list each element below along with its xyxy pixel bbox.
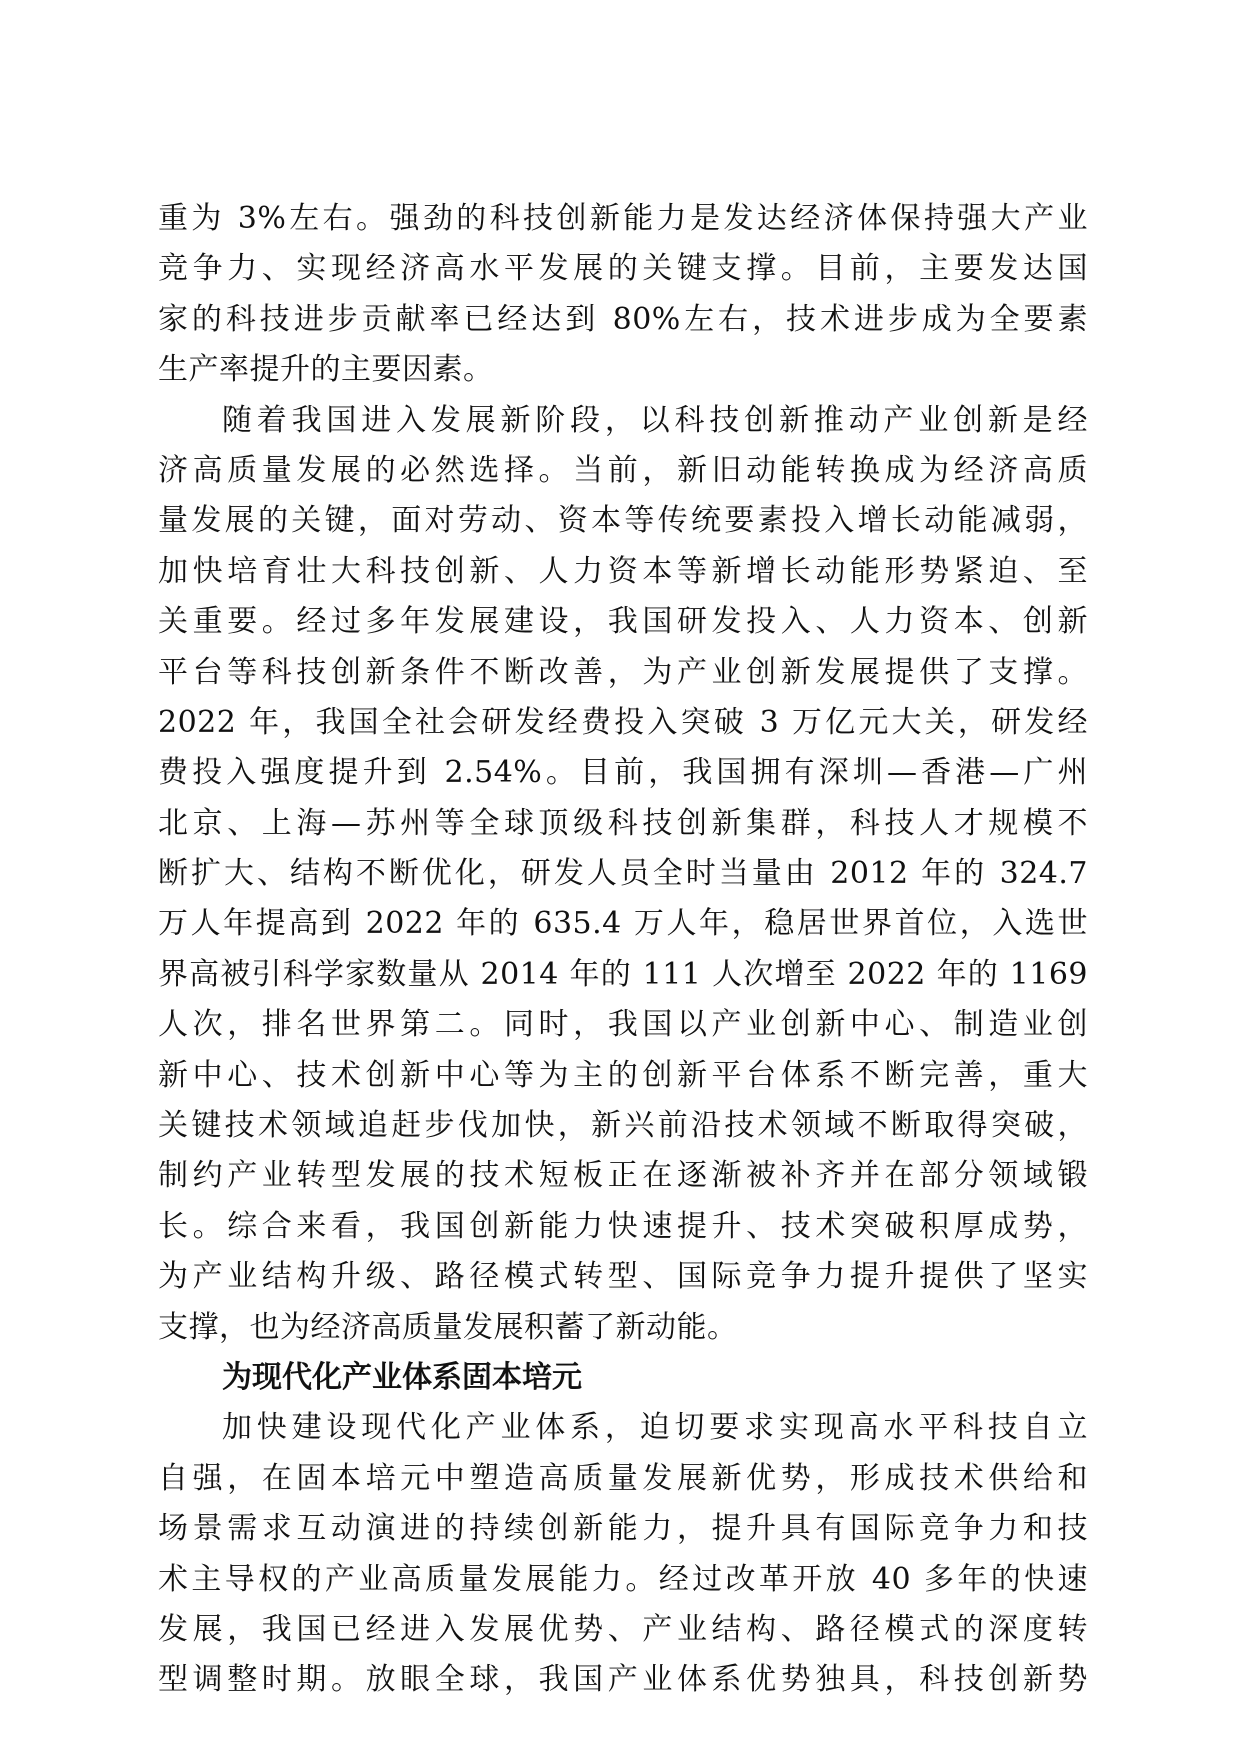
text-line: 型调整时期。放眼全球，我国产业体系优势独具，科技创新势 <box>158 1662 1088 1698</box>
text-line: 随着我国进入发展新阶段，以科技创新推动产业创新是经 <box>222 402 1088 438</box>
text-line: 万人年提高到 2022 年的 635.4 万人年，稳居世界首位，入选世 <box>158 906 1088 942</box>
paragraph-3 <box>158 1403 1088 1705</box>
text-line: 竞争力、实现经济高水平发展的关键支撑。目前，主要发达国 <box>158 251 1088 287</box>
text-line: 新中心、技术创新中心等为主的创新平台体系不断完善，重大 <box>158 1057 1088 1093</box>
text-line: 2022 年，我国全社会研发经费投入突破 3 万亿元大关，研发经 <box>158 704 1088 740</box>
text-line: 断扩大、结构不断优化，研发人员全时当量由 2012 年的 324.7 <box>158 856 1088 892</box>
text-line: 界高被引科学家数量从 2014 年的 111 人次增至 2022 年的 1169 <box>158 956 1088 992</box>
text-line: 北京、上海—苏州等全球顶级科技创新集群，科技人才规模不 <box>158 805 1088 841</box>
text-line: 术主导权的产业高质量发展能力。经过改革开放 40 多年的快速 <box>158 1561 1088 1597</box>
document-body <box>158 194 1088 1706</box>
text-line: 费投入强度提升到 2.54%。目前，我国拥有深圳—香港—广州 <box>158 755 1088 791</box>
paragraph-1 <box>158 194 1088 396</box>
text-line: 为产业结构升级、路径模式转型、国际竞争力提升提供了坚实 <box>158 1259 1088 1295</box>
text-line: 平台等科技创新条件不断改善，为产业创新发展提供了支撑。 <box>158 654 1088 690</box>
text-line: 济高质量发展的必然选择。当前，新旧动能转换成为经济高质 <box>158 452 1088 488</box>
text-line: 长。综合来看，我国创新能力快速提升、技术突破积厚成势， <box>158 1208 1088 1244</box>
text-line: 关重要。经过多年发展建设，我国研发投入、人力资本、创新 <box>158 604 1088 640</box>
text-line: 加快建设现代化产业体系，迫切要求实现高水平科技自立 <box>222 1410 1088 1446</box>
section-heading: 为现代化产业体系固本培元 <box>222 1359 582 1395</box>
text-line: 生产率提升的主要因素。 <box>158 352 494 388</box>
text-line: 支撑，也为经济高质量发展积蓄了新动能。 <box>158 1309 738 1345</box>
text-line: 场景需求互动演进的持续创新能力，提升具有国际竞争力和技 <box>158 1511 1088 1547</box>
text-line: 人次，排名世界第二。同时，我国以产业创新中心、制造业创 <box>158 1007 1088 1043</box>
text-line: 量发展的关键，面对劳动、资本等传统要素投入增长动能减弱， <box>158 503 1088 539</box>
text-line: 加快培育壮大科技创新、人力资本等新增长动能形势紧迫、至 <box>158 553 1088 589</box>
text-line: 家的科技进步贡献率已经达到 80%左右，技术进步成为全要素 <box>158 301 1088 337</box>
text-line: 制约产业转型发展的技术短板正在逐渐被补齐并在部分领域锻 <box>158 1158 1088 1194</box>
paragraph-2 <box>158 396 1088 1353</box>
text-line: 关键技术领域追赶步伐加快，新兴前沿技术领域不断取得突破， <box>158 1108 1088 1144</box>
text-line: 重为 3%左右。强劲的科技创新能力是发达经济体保持强大产业 <box>158 201 1088 236</box>
text-line: 自强，在固本培元中塑造高质量发展新优势，形成技术供给和 <box>158 1460 1088 1496</box>
text-line: 发展，我国已经进入发展优势、产业结构、路径模式的深度转 <box>158 1611 1088 1647</box>
